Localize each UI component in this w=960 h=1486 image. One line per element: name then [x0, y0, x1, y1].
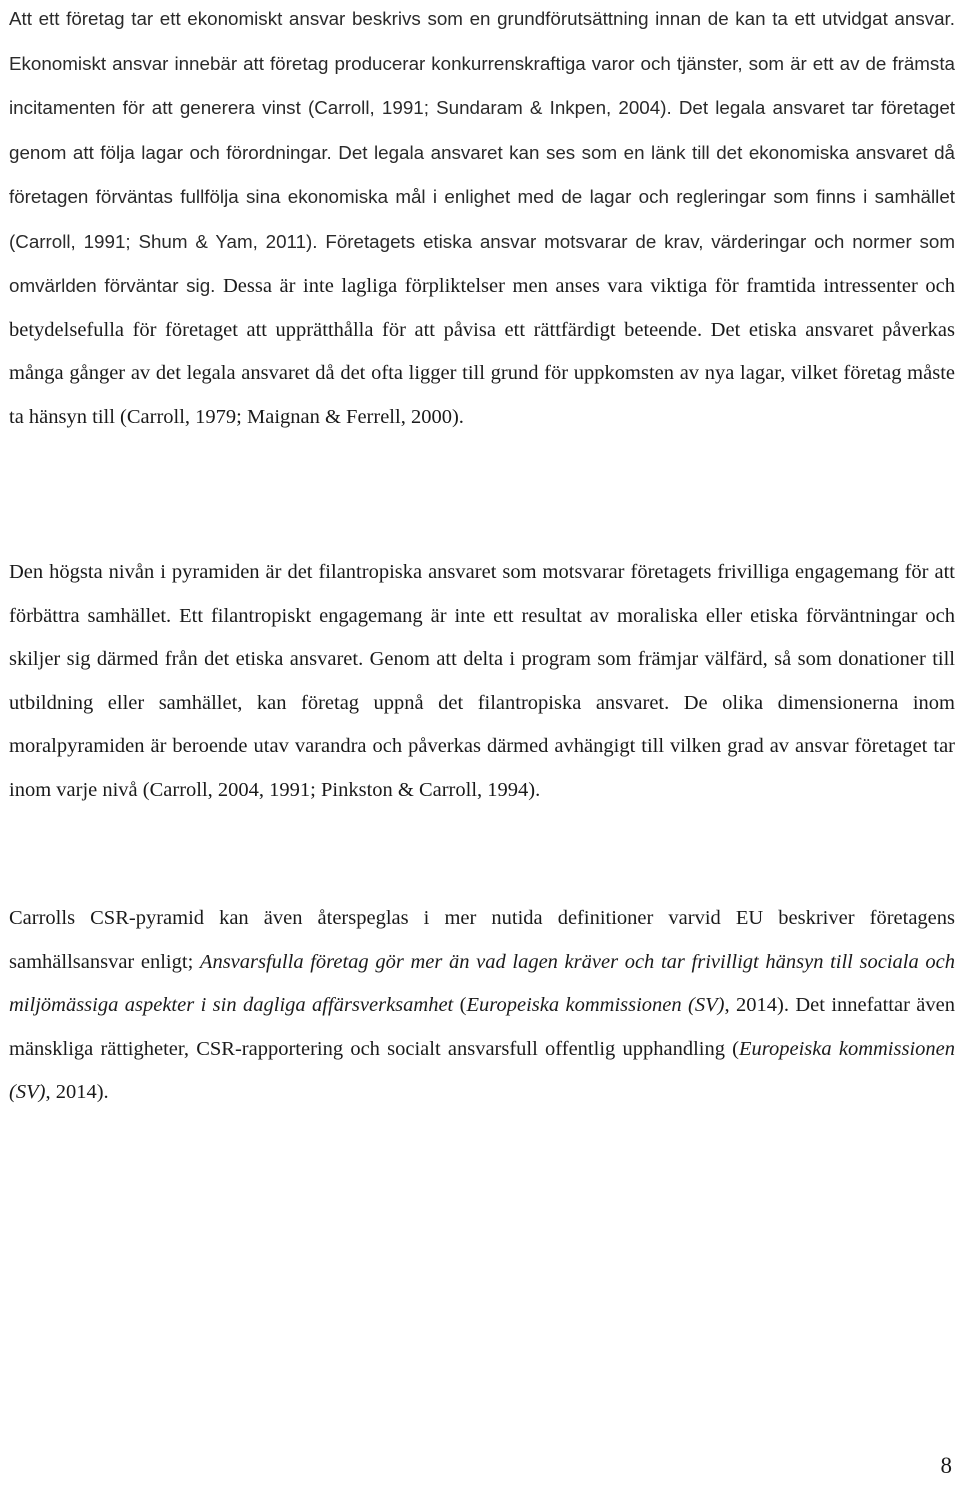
- text-segment: , 2014). Det innefattar även mänskliga rättigheter, CSR-rapportering och socialt ansvarsfull offentlig upphandling (: [9, 994, 955, 1060]
- italic-citation: Europeiska kommissionen (SV): [466, 994, 725, 1016]
- text-segment: Carrolls CSR-pyramid kan även återspeglas i mer nutida definitioner varvid EU beskriver företagens samhällsansvar enligt;: [9, 907, 955, 973]
- paragraph-csr-pyramid-eu-definition: [9, 897, 955, 1115]
- text-segment: (: [453, 994, 467, 1016]
- paragraph-economic-legal-ethical-responsibility: [9, 0, 955, 439]
- text-segment: , 2014).: [45, 1081, 109, 1103]
- text-segment: Det legala ansvaret tar företaget genom att följa lagar och förordningar.: [9, 97, 955, 163]
- text-segment: Att ett företag tar ett ekonomiskt ansvar beskrivs som en grundförutsättning innan de kan ta ett utvidgat ansvar.: [9, 8, 955, 29]
- italic-quote: Ansvarsfulla företag gör mer än vad lagen kräver och tar frivilligt hänsyn till sociala och miljömässiga aspekter i sin dagliga affärsverksamhet: [9, 950, 955, 1016]
- text-segment: Den högsta nivån i pyramiden är det filantropiska ansvaret som motsvarar företagets frivilliga engagemang för att förbättra samhället. Ett filantropiskt engagemang är inte ett resultat av moraliska eller etiska förväntningar och skiljer sig därmed från det etiska ansvaret. Genom att delta i program som främjar välfärd, så som donationer till utbildning eller samhället, kan företag uppnå det filantropiska ansvaret. De olika dimensionerna inom moralpyramiden är beroende utav varandra och påverkas därmed avhängigt till vilken grad av ansvar företaget tar inom varje nivå (Carroll, 2004, 1991; Pinkston & Carroll, 1994).: [9, 561, 955, 801]
- text-segment: Dessa är inte lagliga förpliktelser men anses vara viktiga för framtida intressenter och betydelsefulla för företaget att upprätthålla för att påvisa ett rättfärdigt beteende. Det etiska ansvaret påverkas många gånger av det legala ansvaret då det ofta ligger till grund för uppkomsten av nya lagar, vilket företag måste ta hänsyn till (Carroll, 1979; Maignan & Ferrell, 2000).: [9, 275, 956, 428]
- italic-citation: Europeiska kommissionen (SV): [9, 1037, 955, 1103]
- paragraph-philanthropic-responsibility: [9, 551, 955, 812]
- text-segment: Företagets etiska ansvar motsvarar de krav, värderingar och normer som omvärlden förväntar sig.: [9, 230, 956, 296]
- text-segment: Det legala ansvaret kan ses som en länk till det ekonomiska ansvaret då företagen förväntas fullfölja sina ekonomiska mål i enlighet med de lagar och regleringar som finns i samhället (Carroll, 1991; Shum & Yam, 2011).: [9, 141, 955, 252]
- text-segment: Ekonomiskt ansvar innebär att företag producerar konkurrenskraftiga varor och tjänster, som är ett av de främsta incitamenten för att generera vinst (Carroll, 1991; Sundaram & Inkpen, 2004).: [9, 52, 955, 118]
- page-number: 8: [940, 1453, 952, 1478]
